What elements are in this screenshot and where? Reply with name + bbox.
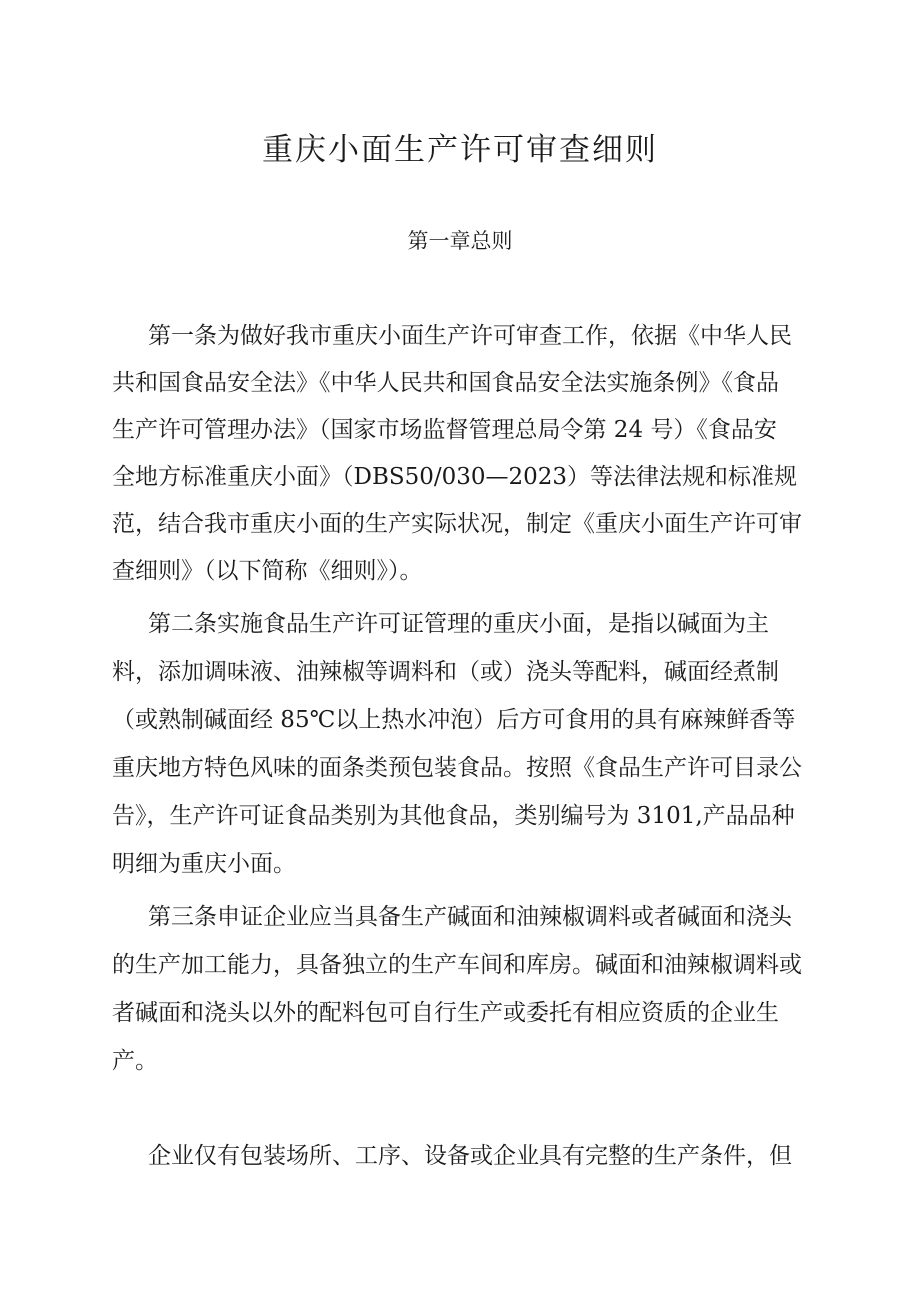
- article2-line-6: 明细为重庆小面。: [112, 851, 296, 877]
- article2-line-3: （或熟制碱面经 85℃以上热水冲泡）后方可食用的具有麻辣鲜香等: [112, 707, 796, 733]
- article1-line-6: 查细则》（以下简称《细则》）。: [112, 558, 423, 584]
- article3-line-4: 产。: [112, 1048, 158, 1074]
- article2-line-4: 重庆地方特色风味的面条类预包装食品。按照《食品生产许可目录公: [112, 755, 802, 781]
- paragraph4-line-1: 企业仅有包装场所、工序、设备或企业具有完整的生产条件，但: [148, 1143, 792, 1169]
- article3-line-2: 的生产加工能力，具备独立的生产车间和库房。碱面和油辣椒调料或: [112, 952, 802, 978]
- article1-line-3: 生产许可管理办法》（国家市场监督管理总局令第 24 号）《食品安: [112, 417, 777, 443]
- article3-line-3: 者碱面和浇头以外的配料包可自行生产或委托有相应资质的企业生: [112, 1000, 779, 1026]
- article1-line-5: 范，结合我市重庆小面的生产实际状况，制定《重庆小面生产许可审: [112, 511, 802, 537]
- article2-line-2: 料，添加调味液、油辣椒等调料和（或）浇头等配料，碱面经煮制: [112, 659, 779, 685]
- chapter-heading: 第一章总则: [407, 229, 513, 253]
- document-title: 重庆小面生产许可审查细则: [262, 132, 658, 168]
- article3-line-1: 第三条申证企业应当具备生产碱面和油辣椒调料或者碱面和浇头: [148, 904, 792, 930]
- article1-line-1: 第一条为做好我市重庆小面生产许可审查工作，依据《中华人民: [148, 323, 792, 349]
- article2-line-5: 告》，生产许可证食品类别为其他食品，类别编号为 3101,产品品种: [112, 803, 795, 829]
- article2-line-1: 第二条实施食品生产许可证管理的重庆小面，是指以碱面为主: [148, 611, 769, 637]
- article1-line-2: 共和国食品安全法》《中华人民共和国食品安全法实施条例》《食品: [112, 370, 779, 396]
- article1-line-4: 全地方标准重庆小面》（DBS50/030—2023）等法律法规和标准规: [112, 464, 798, 490]
